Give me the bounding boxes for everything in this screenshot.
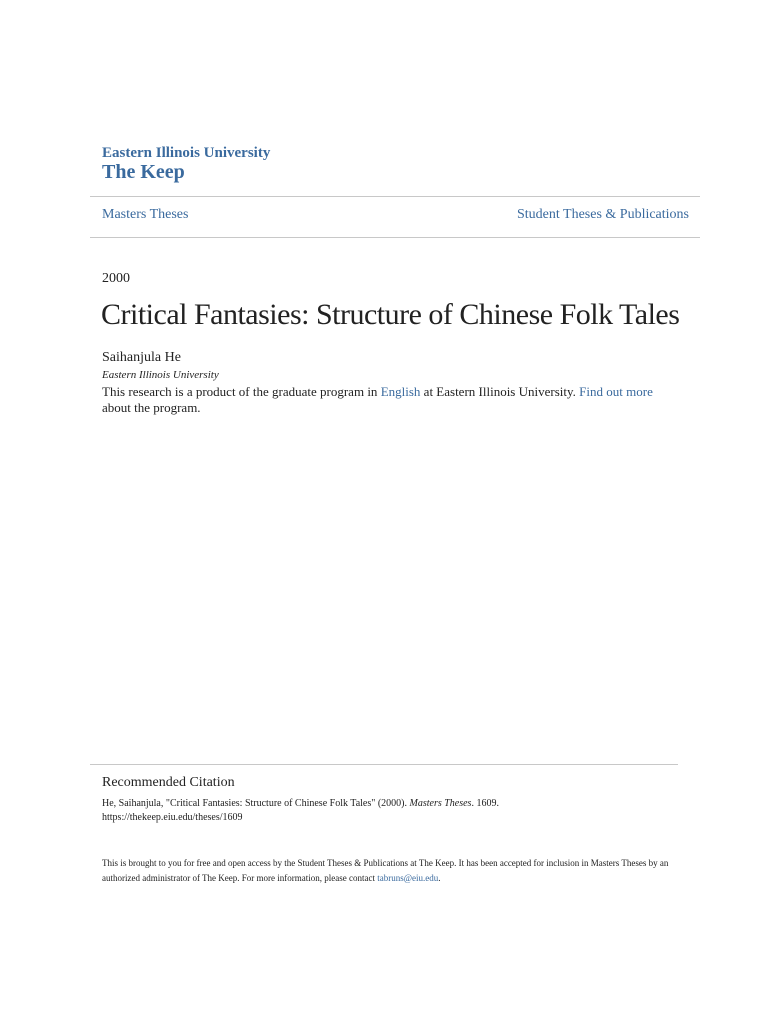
program-text-after: about the program. [102, 400, 201, 415]
author-name: Saihanjula He [102, 350, 181, 365]
author-affiliation: Eastern Illinois University [102, 369, 219, 381]
document-title: Critical Fantasies: Structure of Chinese Folk Tales [101, 298, 680, 331]
access-notice-end: . [438, 873, 441, 883]
masters-theses-link[interactable]: Masters Theses [102, 207, 189, 222]
citation-series: Masters Theses [409, 798, 472, 809]
contact-email-link[interactable]: tabruns@eiu.edu [377, 873, 439, 883]
access-notice [102, 856, 702, 886]
find-out-more-link[interactable]: Find out more [579, 384, 653, 399]
citation-text-after: . 1609. [471, 798, 499, 809]
program-text-middle: at Eastern Illinois University. [420, 384, 580, 399]
nav-divider [90, 237, 700, 238]
citation-divider [90, 764, 678, 765]
repository-link[interactable]: The Keep [102, 161, 185, 183]
header-divider [90, 196, 700, 197]
citation-text [102, 797, 662, 825]
citation-text-before: He, Saihanjula, "Critical Fantasies: Structure of Chinese Folk Tales" (2000). [102, 798, 410, 809]
program-statement [102, 384, 662, 416]
citation-url: https://thekeep.eiu.edu/theses/1609 [102, 812, 243, 823]
citation-heading: Recommended Citation [102, 775, 235, 790]
student-theses-publications-link[interactable]: Student Theses & Publications [516, 207, 689, 222]
program-text-before: This research is a product of the graduate program in [102, 384, 381, 399]
publication-year: 2000 [102, 271, 130, 286]
english-program-link[interactable]: English [380, 384, 421, 399]
access-notice-text: This is brought to you for free and open access by the Student Theses & Publications at The Keep. It has been accepted for inclusion in Masters Theses by an authorized administrator of The Keep. For more information, please contact [102, 858, 669, 883]
institution-link[interactable]: Eastern Illinois University [102, 145, 271, 161]
